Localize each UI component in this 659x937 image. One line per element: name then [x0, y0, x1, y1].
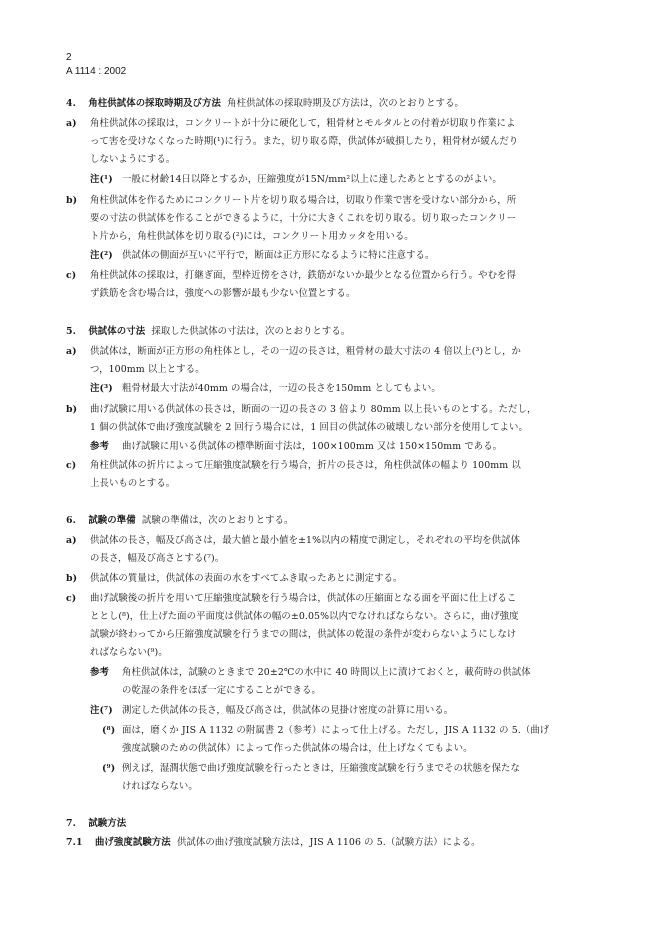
subsection-heading: [66, 837, 481, 849]
item-line: ととし(⁸)，仕上げた面の平面度は供試体の幅の±0.05%以内でなければならない。さらに，曲げ強度: [90, 611, 519, 622]
reference-label: 参考: [90, 441, 109, 452]
note-label: 注(⁷): [90, 705, 113, 716]
item-label: c): [66, 460, 77, 471]
section-intro: 採取した供試体の寸法は，次のとおりとする。: [151, 326, 351, 337]
subsection-text: 供試体の曲げ強度試験方法は，JIS A 1106 の 5.（試験方法）による。: [176, 837, 481, 848]
subsection-title: 曲げ強度試験方法: [94, 837, 171, 848]
item-line: 曲げ試験に用いる供試体の長さは，断面の一辺の長さの 3 倍より 80mm 以上長いものとする。ただし，: [90, 404, 537, 415]
item-line: しないようにする。: [90, 154, 176, 165]
reference-text: 角柱供試体は，試験のときまで 20±2℃の水中に 40 時間以上に漬けておくと，載荷時の供試体: [122, 667, 531, 678]
item-line: 要の寸法の供試体を作ることができるように，十分に大きくこれを切り取る。切り取ったコンクリー: [90, 213, 517, 224]
note-text: 例えば，湿潤状態で曲げ強度試験を行ったときは，圧縮強度試験を行うまでその状態を保たな: [122, 763, 520, 774]
section-heading: [66, 98, 464, 110]
item-line: 1 個の供試体で曲げ強度試験を 2 回行う場合には，1 回目の供試体の破壊しない部分を使用してよい。: [90, 422, 528, 433]
item-label: b): [66, 404, 78, 415]
note-text: ければならない。: [122, 781, 198, 792]
note-label: (⁸): [102, 725, 116, 736]
section-number: 7.: [66, 818, 76, 829]
item-line: ず鉄筋を含む場合は，強度への影響が最も少ない位置とする。: [90, 288, 356, 299]
item-label: a): [66, 346, 77, 357]
item-line: 上長いものとする。: [90, 478, 176, 489]
note-label: (⁹): [102, 763, 116, 774]
note-text: 一般に材齢14日以降とするか，圧縮強度が15N/mm²以上に達したあととするのがよい。: [122, 174, 502, 185]
item-line: 曲げ試験後の折片を用いて圧縮強度試験を行う場合は，供試体の圧縮面となる面を平面に仕上げるこ: [90, 593, 517, 604]
section-number: 4.: [66, 98, 76, 109]
item-label: a): [66, 535, 77, 546]
item-line: 角柱供試体を作るためにコンクリート片を切り取る場合は，切取り作業で害を受けない部分から，所: [90, 195, 517, 206]
section-intro: 角柱供試体の採取時期及び方法は，次のとおりとする。: [227, 98, 465, 109]
item-line: ればならない(⁹)。: [90, 647, 168, 658]
reference-text: 曲げ試験に用いる供試体の標準断面寸法は，100×100mm 又は 150×150mm である。: [122, 441, 503, 452]
standard-code: A 1114 : 2002: [66, 66, 127, 77]
item-line: 試験が終わってから圧縮強度試験を行うまでの間は，供試体の乾湿の条件が変わらないようにしなけ: [90, 629, 517, 640]
item-line: 角柱供試体の採取は，打継ぎ面，型枠近傍をさけ，鉄筋がないか最少となる位置から行う。やむを得: [90, 270, 517, 281]
item-line: 角柱供試体の折片によって圧縮強度試験を行う場合，折片の長さは，角柱供試体の幅より 100mm 以: [90, 460, 521, 471]
reference-text: の乾湿の条件をほぼ一定にすることができる。: [122, 685, 321, 696]
note-label: 注(¹): [90, 174, 113, 185]
item-line: 供試体は，断面が正方形の角柱体とし，その一辺の長さは，粗骨材の最大寸法の 4 倍以上(³)とし，か: [90, 346, 522, 357]
section-title: 供試体の寸法: [88, 326, 146, 337]
note-text: 強度試験のための供試体）によって作った供試体の場合は，仕上げなくてもよい。: [122, 743, 473, 754]
note-label: 注(²): [90, 250, 113, 261]
section-title: 試験方法: [88, 818, 127, 829]
section-number: 6.: [66, 515, 76, 526]
page-number: 2: [66, 52, 72, 63]
note-text: 供試体の側面が互いに平行で，断面は正方形になるように特に注意する。: [122, 250, 435, 261]
note-text: 面は，磨くか JIS A 1132 の附属書 2（参考）によって仕上げる。ただし，JIS A 1132 の 5.（曲げ: [122, 725, 550, 736]
section-heading: [66, 515, 294, 527]
subsection-number: 7.1: [66, 837, 83, 848]
section-title: 試験の準備: [88, 515, 136, 526]
item-label: c): [66, 593, 77, 604]
section-number: 5.: [66, 326, 76, 337]
section-heading: [66, 818, 126, 830]
item-line: 供試体の長さ，幅及び高さは，最大値と最小値を±1%以内の精度で測定し，それぞれの平均を供試体: [90, 535, 521, 546]
item-label: b): [66, 195, 78, 206]
section-intro: 試験の準備は，次のとおりとする。: [141, 515, 294, 526]
item-line: って害を受けなくなった時期(¹)に行う。また，切り取る際，供試体が破損したり，粗骨材が緩んだり: [90, 136, 519, 147]
section-heading: [66, 326, 350, 338]
item-line: ト片から，角柱供試体を切り取る(²)には，コンクリート用カッタを用いる。: [90, 231, 414, 242]
item-label: a): [66, 118, 77, 129]
item-line: つ，100mm 以上とする。: [90, 364, 205, 375]
note-text: 測定した供試体の長さ，幅及び高さは，供試体の見掛け密度の計算に用いる。: [122, 705, 454, 716]
item-line: 供試体の質量は，供試体の表面の水をすべてふき取ったあとに測定する。: [90, 573, 403, 584]
note-text: 粗骨材最大寸法が40mm の場合は，一辺の長さを150mm としてもよい。: [122, 383, 441, 394]
item-label: b): [66, 573, 78, 584]
item-line: 角柱供試体の採取は，コンクリートが十分に硬化して，粗骨材とモルタルとの付着が切取り作業によ: [90, 118, 516, 129]
reference-label: 参考: [90, 667, 109, 678]
item-label: c): [66, 270, 77, 281]
section-title: 角柱供試体の採取時期及び方法: [88, 98, 221, 109]
note-label: 注(³): [90, 383, 113, 394]
item-line: の長さ，幅及び高さとする(⁷)。: [90, 553, 225, 564]
